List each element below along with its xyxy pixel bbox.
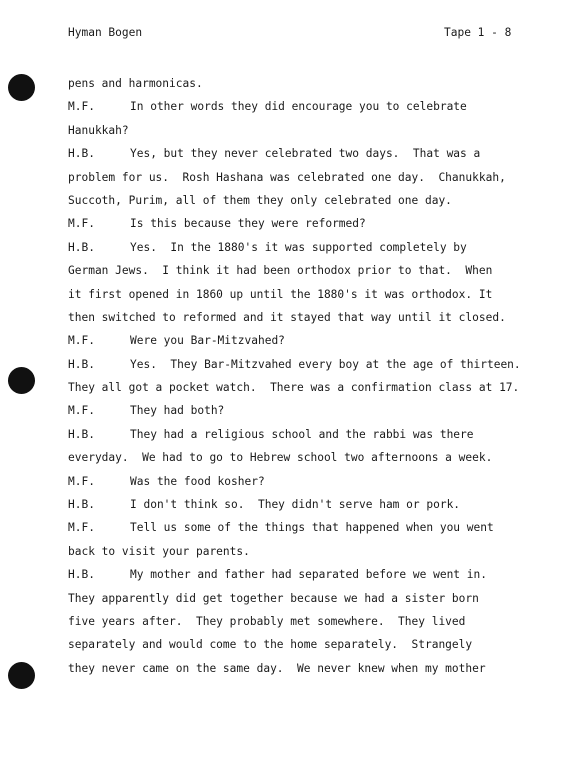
dialogue-line <box>68 516 548 539</box>
speaker-label: H.B. <box>68 427 95 441</box>
line-text: they never came on the same day. We never knew when my mother <box>68 661 486 675</box>
continuation-line <box>68 540 548 563</box>
continuation-line <box>68 72 548 95</box>
speaker-label: H.B. <box>68 357 95 371</box>
line-text: Yes, but they never celebrated two days. That was a <box>130 147 481 161</box>
dialogue-line <box>68 329 548 352</box>
speaker-label: M.F. <box>68 521 95 535</box>
punch-hole <box>8 662 35 689</box>
line-text: They all got a pocket watch. There was a confirmation class at 17. <box>68 381 520 395</box>
line-text: it first opened in 1860 up until the 1880's it was orthodox. It <box>68 287 493 301</box>
interviewee-name: Hyman Bogen <box>68 26 143 39</box>
continuation-line <box>68 376 548 399</box>
speaker-label: M.F. <box>68 474 95 488</box>
speaker-label: M.F. <box>68 100 95 114</box>
tape-page-label: Tape 1 - 8 <box>444 26 512 39</box>
dialogue-line <box>68 142 548 165</box>
continuation-line <box>68 166 548 189</box>
continuation-line <box>68 119 548 142</box>
continuation-line <box>68 587 548 610</box>
speaker-label: H.B. <box>68 240 95 254</box>
line-text: They had both? <box>130 404 225 418</box>
dialogue-line <box>68 423 548 446</box>
line-text: Were you Bar-Mitzvahed? <box>130 334 285 348</box>
punch-hole <box>8 74 35 101</box>
dialogue-line <box>68 212 548 235</box>
line-text: Was the food kosher? <box>130 474 265 488</box>
punch-hole <box>8 367 35 394</box>
speaker-label: M.F. <box>68 334 95 348</box>
line-text: In other words they did encourage you to celebrate <box>130 100 467 114</box>
continuation-line <box>68 657 548 680</box>
line-text: I don't think so. They didn't serve ham or pork. <box>130 498 461 512</box>
line-text: problem for us. Rosh Hashana was celebrated one day. Chanukkah, <box>68 170 506 184</box>
speaker-label: M.F. <box>68 404 95 418</box>
line-text: then switched to reformed and it stayed that way until it closed. <box>68 310 506 324</box>
continuation-line <box>68 610 548 633</box>
line-text: back to visit your parents. <box>68 544 250 558</box>
continuation-line <box>68 189 548 212</box>
dialogue-line <box>68 470 548 493</box>
dialogue-line <box>68 563 548 586</box>
transcript-body <box>68 72 548 680</box>
speaker-label: H.B. <box>68 568 95 582</box>
line-text: German Jews. I think it had been orthodox prior to that. When <box>68 264 493 278</box>
line-text: Hanukkah? <box>68 123 129 137</box>
line-text: pens and harmonicas. <box>68 77 203 90</box>
continuation-line <box>68 306 548 329</box>
speaker-label: H.B. <box>68 498 95 512</box>
line-text: They had a religious school and the rabbi was there <box>130 427 474 441</box>
line-text: Succoth, Purim, all of them they only celebrated one day. <box>68 193 452 207</box>
dialogue-line <box>68 399 548 422</box>
line-text: My mother and father had separated before we went in. <box>130 568 487 582</box>
dialogue-line <box>68 95 548 118</box>
continuation-line <box>68 633 548 656</box>
line-text: everyday. We had to go to Hebrew school two afternoons a week. <box>68 451 493 465</box>
dialogue-line <box>68 353 548 376</box>
line-text: Tell us some of the things that happened when you went <box>130 521 494 535</box>
continuation-line <box>68 259 548 282</box>
speaker-label: H.B. <box>68 147 95 161</box>
continuation-line <box>68 283 548 306</box>
line-text: Yes. They Bar-Mitzvahed every boy at the age of thirteen. <box>130 357 521 371</box>
line-text: separately and would come to the home separately. Strangely <box>68 638 473 652</box>
dialogue-line <box>68 493 548 516</box>
line-text: Yes. In the 1880's it was supported completely by <box>130 240 467 254</box>
speaker-label: M.F. <box>68 217 95 231</box>
continuation-line <box>68 446 548 469</box>
line-text: They apparently did get together because we had a sister born <box>68 591 479 605</box>
dialogue-line <box>68 236 548 259</box>
line-text: five years after. They probably met somewhere. They lived <box>68 614 466 628</box>
line-text: Is this because they were reformed? <box>130 217 366 231</box>
